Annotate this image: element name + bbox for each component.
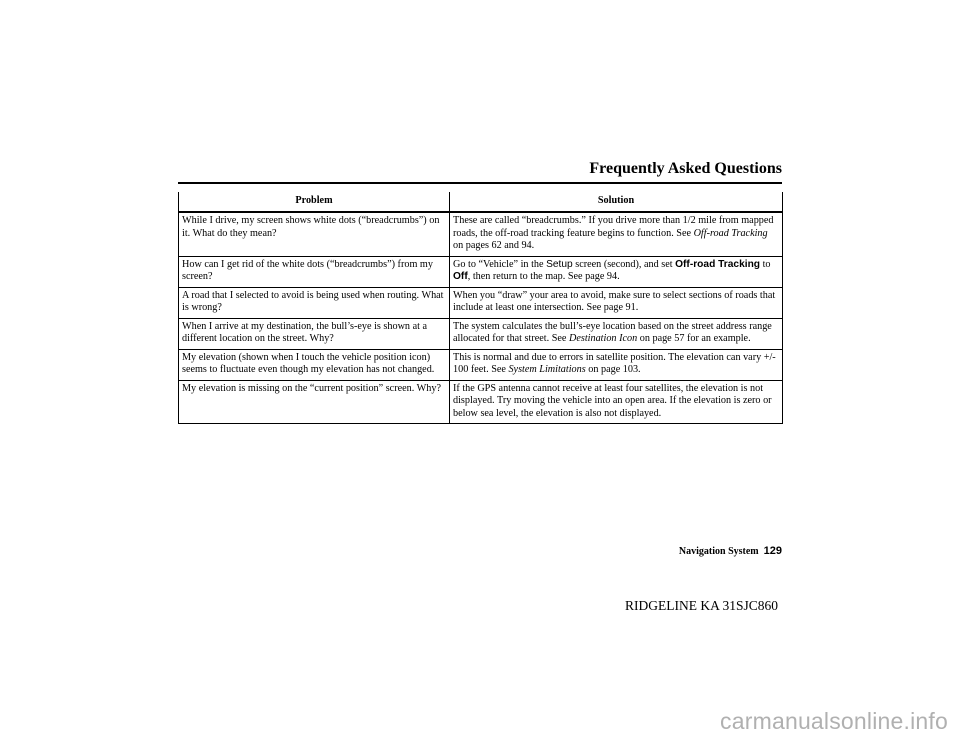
solution-cell: When you “draw” your area to avoid, make sure to select sections of roads that include at least one intersection. See page 91. — [450, 287, 783, 318]
page-number: 129 — [763, 545, 782, 557]
table-row — [179, 212, 783, 256]
problem-cell: A road that I selected to avoid is being used when routing. What is wrong? — [179, 287, 450, 318]
setup-menu-label: Setup — [546, 258, 573, 270]
page-reference: Destination Icon — [568, 333, 638, 344]
table-row — [179, 380, 783, 424]
solution-cell: This is normal and due to errors in satellite position. The elevation can vary +/- 100 feet. See System Limitations on page 103. — [450, 349, 783, 380]
page-footer — [679, 545, 782, 557]
table-row — [179, 256, 783, 287]
column-header-problem: Problem — [179, 192, 450, 212]
off-road-tracking-label: Off-road Tracking — [675, 258, 761, 270]
solution-cell: These are called “breadcrumbs.” If you drive more than 1/2 mile from mapped roads, the off-road tracking feature begins to function. See Off-road Tracking on pages 62 and 94. — [450, 212, 783, 256]
solution-cell: If the GPS antenna cannot receive at least four satellites, the elevation is not displayed. Try moving the vehicle into an open area. If the elevation is zero or below sea level, the elevation is also not displayed. — [450, 380, 783, 424]
solution-cell: Go to “Vehicle” in the Setup screen (second), and set Off-road Tracking to Off, then return to the map. See page 94. — [450, 256, 783, 287]
problem-cell: While I drive, my screen shows white dots (“breadcrumbs”) on it. What do they mean? — [179, 212, 450, 256]
table-row — [179, 349, 783, 380]
page-title: Frequently Asked Questions — [589, 160, 782, 177]
title-divider — [178, 182, 782, 184]
problem-cell: My elevation is missing on the “current position” screen. Why? — [179, 380, 450, 424]
off-label: Off — [453, 271, 468, 282]
problem-cell: My elevation (shown when I touch the vehicle position icon) seems to fluctuate even though my elevation has not changed. — [179, 349, 450, 380]
table-header-row — [179, 192, 783, 212]
table-row — [179, 287, 783, 318]
page-reference: Off-road Tracking — [693, 227, 768, 239]
column-header-solution: Solution — [450, 192, 783, 212]
solution-cell: The system calculates the bull’s-eye location based on the street address range allocated for that street. See Destination Icon on page 57 for an example. — [450, 318, 783, 349]
problem-cell: How can I get rid of the white dots (“breadcrumbs”) from my screen? — [179, 256, 450, 287]
faq-table — [178, 192, 783, 424]
section-name: Navigation System — [678, 546, 759, 557]
problem-cell: When I arrive at my destination, the bull’s-eye is shown at a different location on the street. Why? — [179, 318, 450, 349]
table-row — [179, 318, 783, 349]
page-reference: System Limitations — [508, 364, 586, 375]
document-code: RIDGELINE KA 31SJC860 — [624, 598, 778, 613]
watermark: carmanualsonline.info — [720, 708, 948, 734]
